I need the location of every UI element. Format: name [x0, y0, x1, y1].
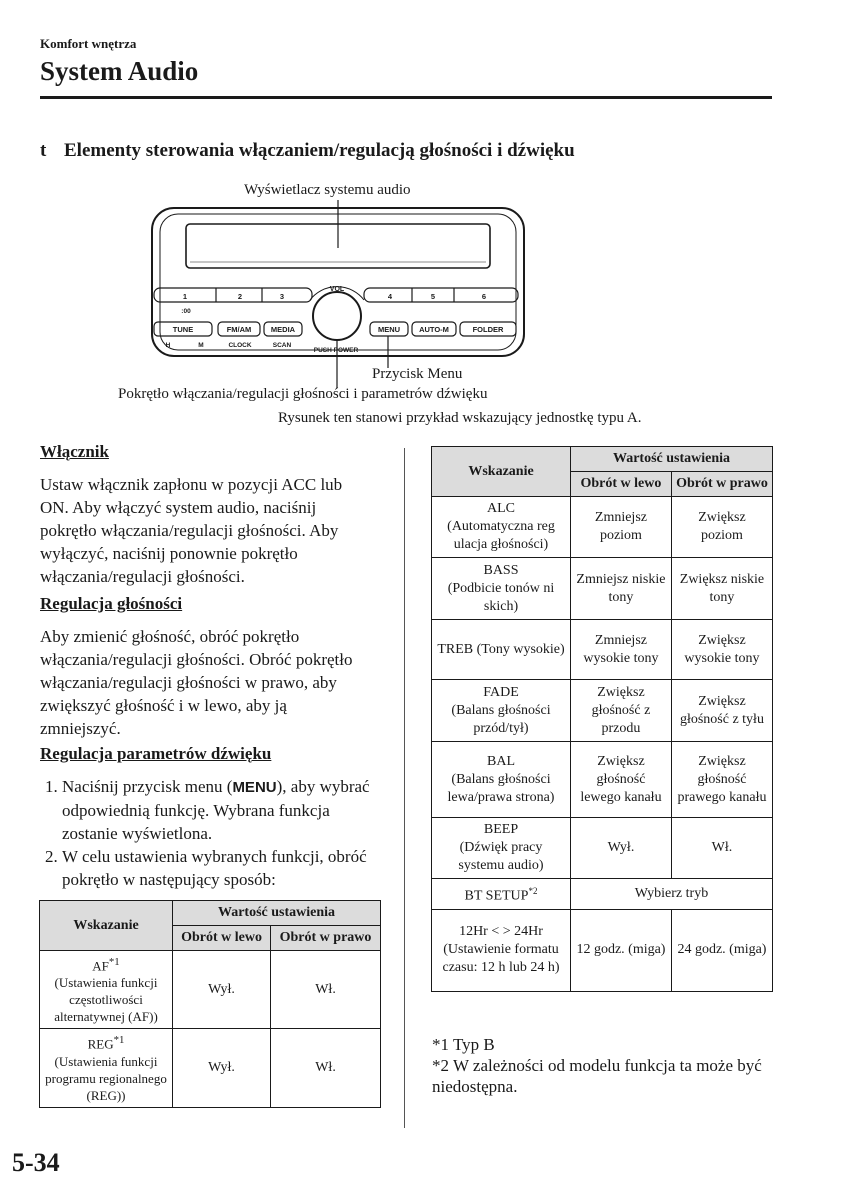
media-button-label: MEDIA — [270, 325, 296, 334]
table-row: 12Hr < > 24Hr (Ustawienie formatu czasu: 12 h lub 24 h) 12 godz. (miga) 24 godz. (miga) — [432, 909, 773, 991]
tune-button-label: TUNE — [172, 325, 194, 334]
figure-caption: Rysunek ten stanowi przykład wskazujący jednostkę typu A. — [278, 410, 642, 426]
column-divider — [404, 448, 405, 1128]
sound-steps — [40, 775, 370, 891]
vol-label: VOL — [329, 286, 345, 293]
subsection-title: Elementy sterowania włączaniem/regulacją głośności i dźwięku — [64, 140, 575, 161]
table-right-value-header: Wartość ustawienia — [571, 447, 773, 472]
table-row: AF$^{*1}$ (Ustawienia funkcji częstotliwości alternatywnej (AF)) Wył. Wł. — [40, 951, 381, 1029]
preset-group-left — [154, 288, 312, 302]
table-right-col-header: Wskazanie — [432, 447, 571, 497]
table-left-left-header: Obrót w lewo — [173, 926, 271, 951]
table-right-left-header: Obrót w lewo — [571, 472, 672, 497]
page-title: System Audio — [40, 56, 199, 86]
table-row: BAL (Balans głośności lewa/prawa strona) Zwiększ głośność lewego kanału Zwiększ głośność prawego kanału — [432, 742, 773, 818]
auto-m-button-label: AUTO-M — [419, 325, 449, 334]
footnotes — [432, 1034, 762, 1097]
preset-6-label: 6 — [481, 292, 487, 301]
swap-arrows-icon: < > — [491, 924, 511, 940]
table-row: BT SETUP$^{*2}$ Wybierz tryb — [432, 879, 773, 910]
table-row: BEEP (Dźwięk pracy systemu audio) Wył. Wł. — [432, 818, 773, 879]
footnote-2: *2 W zależności od modelu funkcja ta może być niedostępna. — [432, 1056, 762, 1096]
volume-knob — [313, 292, 361, 340]
menu-callout-label: Przycisk Menu — [372, 366, 463, 382]
power-text: Ustaw włącznik zapłonu w pozycji ACC lub ON. Aby włączyć system audio, naciśnij pokrętło włączania/regulacji głośności. Aby wyłączyć, naciśnij ponownie pokrętło włączania/regulacji głośności. — [40, 475, 343, 586]
volume-heading: Regulacja głośności — [40, 594, 183, 613]
step-2: 2. W celu ustawienia wybranych funkcji, obróć pokrętło w następujący sposób: — [62, 845, 370, 891]
settings-table-left — [39, 900, 381, 1108]
sublabel-clock: CLOCK — [228, 342, 252, 349]
footnote-1: *1 Typ B — [432, 1035, 495, 1054]
power-heading: Włącznik — [40, 442, 109, 461]
page-number: 5-34 — [12, 1148, 60, 1177]
power-section — [40, 440, 370, 588]
menu-key-glyph: MENU — [232, 779, 277, 796]
table-left-value-header: Wartość ustawienia — [173, 901, 381, 926]
table-row: REG$^{*1}$ (Ustawienia funkcji programu regionalnego (REG)) Wył. Wł. — [40, 1029, 381, 1107]
knob-callout-label: Pokrętło włączania/regulacji głośności i parametrów dźwięku — [118, 386, 488, 402]
table-row: BASS (Podbicie tonów ni skich) Zmniejsz niskie tony Zwiększ niskie tony — [432, 558, 773, 620]
sound-section — [40, 742, 370, 891]
table-row: FADE (Balans głośności przód/tył) Zwiększ głośność z przodu Zwiększ głośność z tyłu — [432, 680, 773, 742]
menu-button-label: MENU — [377, 325, 401, 334]
sublabel-scan: SCAN — [272, 342, 292, 349]
settings-table-right — [431, 446, 773, 992]
preset-3-label: 3 — [279, 292, 285, 301]
preset-1-sublabel: :00 — [181, 308, 191, 315]
radio-figure — [0, 0, 845, 420]
display-callout-label: Wyświetlacz systemu audio — [244, 182, 411, 198]
sublabel-m: M — [198, 342, 204, 349]
sublabel-h: H — [165, 342, 171, 349]
section-label: Komfort wnętrza — [40, 36, 137, 51]
table-left-right-header: Obrót w prawo — [271, 926, 381, 951]
preset-5-label: 5 — [430, 292, 436, 301]
preset-2-label: 2 — [237, 292, 243, 301]
volume-text: Aby zmienić głośność, obróć pokrętło włączania/regulacji głośności. Obróć pokrętło włączania/regulacji głośności w prawo, aby zwiększyć głośność i w lewo, aby ją zmniejszyć. — [40, 627, 353, 738]
table-left-col-header: Wskazanie — [40, 901, 173, 951]
table-row: ALC (Automatyczna reg ulacja głośności) Zmniejsz poziom Zwiększ poziom — [432, 497, 773, 558]
step-1: 1. Naciśnij przycisk menu (MENU), aby wybrać odpowiednią funkcję. Wybrana funkcja zostanie wyświetlona. — [62, 775, 370, 845]
table-row: TREB (Tony wysokie) Zmniejsz wysokie tony Zwiększ wysokie tony — [432, 620, 773, 680]
sound-heading: Regulacja parametrów dźwięku — [40, 744, 272, 763]
table-right-right-header: Obrót w prawo — [671, 472, 772, 497]
preset-4-label: 4 — [387, 292, 393, 301]
folder-button-label: FOLDER — [472, 325, 504, 334]
bullet-marker: t — [40, 140, 47, 161]
fm-am-button-label: FM/AM — [226, 325, 252, 334]
preset-1-label: 1 — [182, 292, 188, 301]
volume-section — [40, 592, 370, 740]
push-power-label: PUSH POWER — [313, 347, 359, 354]
